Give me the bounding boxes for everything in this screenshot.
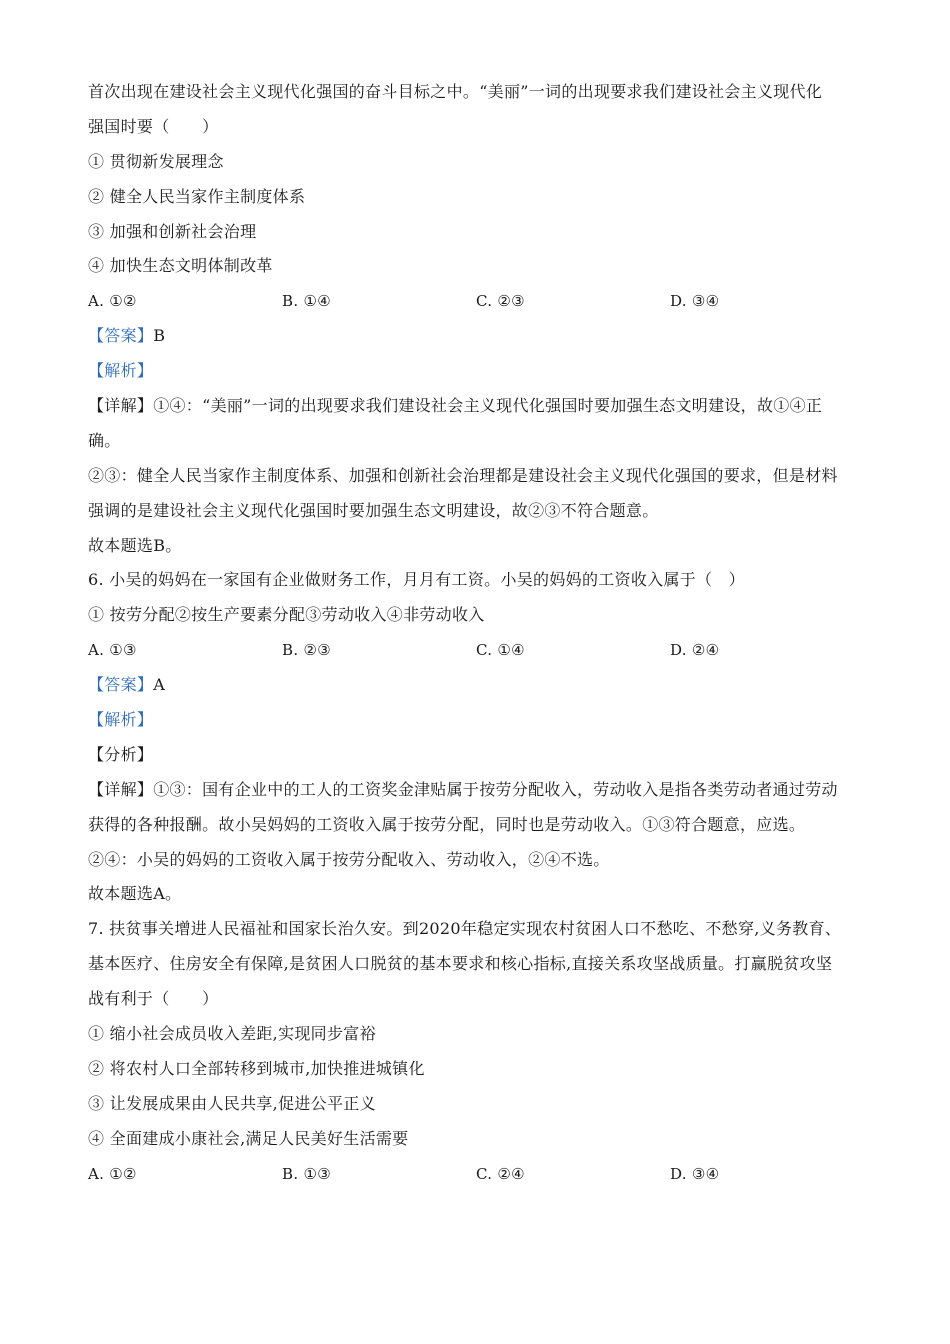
answer-line (88, 668, 868, 703)
fenxi-tag: 【分析】 (88, 744, 154, 764)
choice-item: ④ 加快生态文明体制改革 (88, 256, 273, 276)
choice-item: ④ 全面建成小康社会,满足人民美好生活需要 (88, 1128, 409, 1148)
option-d: D. ③④ (670, 292, 720, 311)
detail-text: ①④：“美丽”一词的出现要求我们建设社会主义现代化强国时要加强生态文明建设，故①④正 (153, 396, 823, 416)
choice-item: ③ 让发展成果由人民共享,促进公平正义 (88, 1093, 376, 1113)
analysis-tag: 【解析】 (88, 710, 154, 730)
question-stem-line: 首次出现在建设社会主义现代化强国的奋斗目标之中。“美丽”一词的出现要求我们建设社会主义现代化 (88, 82, 823, 101)
answer-value: A (153, 675, 166, 695)
option-c: C. ①④ (476, 641, 525, 660)
option-d: D. ③④ (670, 1164, 720, 1183)
detail-tag: 【详解】 (88, 779, 154, 799)
choice-item: ② 将农村人口全部转移到城市,加快推进城镇化 (88, 1058, 425, 1078)
detail-line (88, 389, 868, 424)
answer-value: B (153, 326, 166, 346)
detail-line: 获得的各种报酬。故小吴妈妈的工资收入属于按劳分配，同时也是劳动收入。①③符合题意，应选。 (88, 814, 806, 834)
choice-item: ② 健全人民当家作主制度体系 (88, 186, 306, 206)
option-a: A. ①② (88, 292, 137, 311)
answer-tag: 【答案】 (88, 326, 154, 346)
choice-item: ③ 加强和创新社会治理 (88, 221, 257, 241)
option-a: A. ①② (88, 1164, 137, 1183)
answer-options (88, 1157, 868, 1192)
detail-line: 故本题选B。 (88, 535, 182, 555)
answer-options (88, 284, 868, 319)
answer-line (88, 319, 868, 354)
option-c: C. ②④ (476, 1164, 525, 1183)
question-stem-line: 7. 扶贫事关增进人民福祉和国家长治久安。到2020年稳定实现农村贫困人口不愁吃、不愁穿,义务教育、 (88, 919, 842, 939)
question-stem-line: 基本医疗、住房安全有保障,是贫困人口脱贫的基本要求和核心指标,直接关系攻坚战质量。打赢脱贫攻坚 (88, 954, 833, 974)
choice-item: ① 贯彻新发展理念 (88, 151, 224, 171)
detail-line: 确。 (88, 430, 121, 450)
option-b: B. ①④ (282, 292, 331, 311)
question-stem-line: 战有利于（ ） (88, 989, 219, 1009)
detail-text: ①③：国有企业中的工人的工资奖金津贴属于按劳分配收入，劳动收入是指各类劳动者通过劳动 (153, 779, 838, 799)
analysis-tag: 【解析】 (88, 361, 154, 381)
detail-tag: 【详解】 (88, 396, 154, 416)
option-b: B. ①③ (282, 1164, 331, 1183)
answer-tag: 【答案】 (88, 675, 154, 695)
option-d: D. ②④ (670, 641, 720, 660)
answer-options (88, 633, 868, 668)
question-stem-line: 强国时要（ ） (88, 116, 219, 136)
detail-line: ②④：小吴的妈妈的工资收入属于按劳分配收入、劳动收入，②④不选。 (88, 849, 610, 869)
detail-line (88, 773, 868, 808)
option-b: B. ②③ (282, 641, 331, 660)
detail-line: 故本题选A。 (88, 884, 182, 904)
document-page (88, 75, 868, 1192)
question-stem: 6. 小吴的妈妈在一家国有企业做财务工作，月月有工资。小吴的妈妈的工资收入属于（ ） (88, 570, 745, 590)
choice-items: ① 按劳分配②按生产要素分配③劳动收入④非劳动收入 (88, 605, 485, 625)
choice-item: ① 缩小社会成员收入差距,实现同步富裕 (88, 1024, 376, 1044)
detail-line: 强调的是建设社会主义现代化强国时要加强生态文明建设，故②③不符合题意。 (88, 500, 659, 520)
detail-line: ②③：健全人民当家作主制度体系、加强和创新社会治理都是建设社会主义现代化强国的要求，但是材料 (88, 465, 838, 485)
option-c: C. ②③ (476, 292, 525, 311)
option-a: A. ①③ (88, 641, 137, 660)
